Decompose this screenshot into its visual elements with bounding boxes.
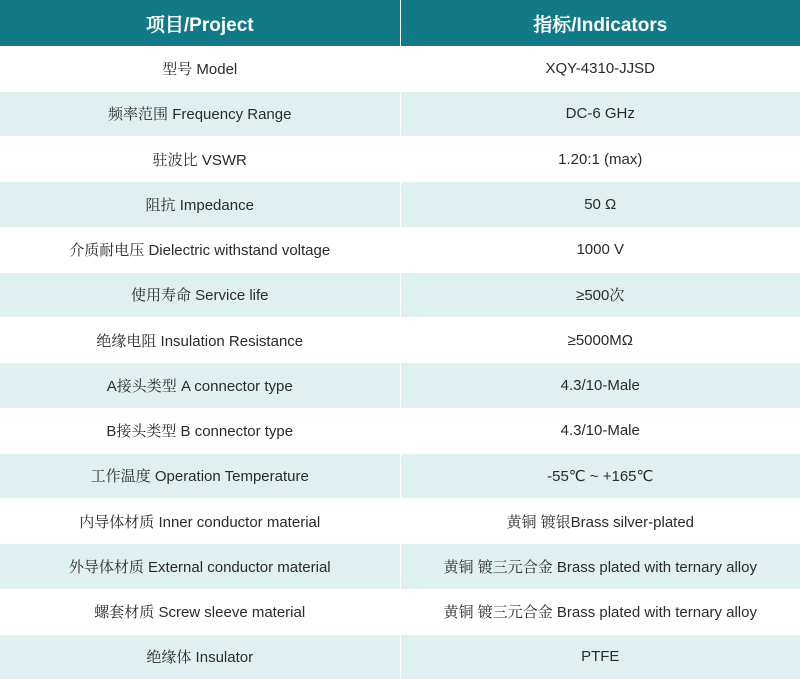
- cell-indicator: 黄铜 镀三元合金 Brass plated with ternary alloy: [400, 544, 800, 589]
- cell-project: B接头类型 B connector type: [0, 408, 400, 453]
- cell-project: 内导体材质 Inner conductor material: [0, 499, 400, 544]
- cell-indicator: 50 Ω: [400, 182, 800, 227]
- cell-project: 频率范围 Frequency Range: [0, 91, 400, 136]
- table-row: [0, 46, 800, 91]
- cell-indicator: 黄铜 镀三元合金 Brass plated with ternary alloy: [400, 589, 800, 634]
- cell-indicator: ≥500次: [400, 272, 800, 317]
- cell-indicator: ≥5000MΩ: [400, 318, 800, 363]
- table-header-row: [0, 0, 800, 46]
- column-header-project: 项目/Project: [0, 0, 400, 46]
- cell-indicator: 1000 V: [400, 227, 800, 272]
- cell-project: A接头类型 A connector type: [0, 363, 400, 408]
- table-row: [0, 499, 800, 544]
- cell-project: 介质耐电压 Dielectric withstand voltage: [0, 227, 400, 272]
- table-row: [0, 544, 800, 589]
- table-row: [0, 589, 800, 634]
- cell-project: 绝缘体 Insulator: [0, 634, 400, 679]
- cell-project: 使用寿命 Service life: [0, 272, 400, 317]
- table-row: [0, 408, 800, 453]
- table-row: [0, 363, 800, 408]
- table-row: [0, 137, 800, 182]
- cell-indicator: 黄铜 镀银Brass silver-plated: [400, 499, 800, 544]
- cell-project: 螺套材质 Screw sleeve material: [0, 589, 400, 634]
- cell-project: 外导体材质 External conductor material: [0, 544, 400, 589]
- cell-indicator: DC-6 GHz: [400, 91, 800, 136]
- cell-indicator: XQY-4310-JJSD: [400, 46, 800, 91]
- table-row: [0, 272, 800, 317]
- column-header-indicator: 指标/Indicators: [400, 0, 800, 46]
- table-header: [0, 0, 800, 46]
- cell-indicator: PTFE: [400, 634, 800, 679]
- cell-project: 绝缘电阻 Insulation Resistance: [0, 318, 400, 363]
- cell-indicator: 1.20:1 (max): [400, 137, 800, 182]
- cell-indicator: 4.3/10-Male: [400, 363, 800, 408]
- table-row: [0, 318, 800, 363]
- cell-indicator: -55℃ ~ +165℃: [400, 453, 800, 498]
- table-body: [0, 46, 800, 680]
- table-row: [0, 91, 800, 136]
- cell-project: 工作温度 Operation Temperature: [0, 453, 400, 498]
- table-row: [0, 453, 800, 498]
- cell-project: 驻波比 VSWR: [0, 137, 400, 182]
- table-row: [0, 634, 800, 679]
- cell-project: 型号 Model: [0, 46, 400, 91]
- cell-project: 阻抗 Impedance: [0, 182, 400, 227]
- table-row: [0, 227, 800, 272]
- table-row: [0, 182, 800, 227]
- cell-indicator: 4.3/10-Male: [400, 408, 800, 453]
